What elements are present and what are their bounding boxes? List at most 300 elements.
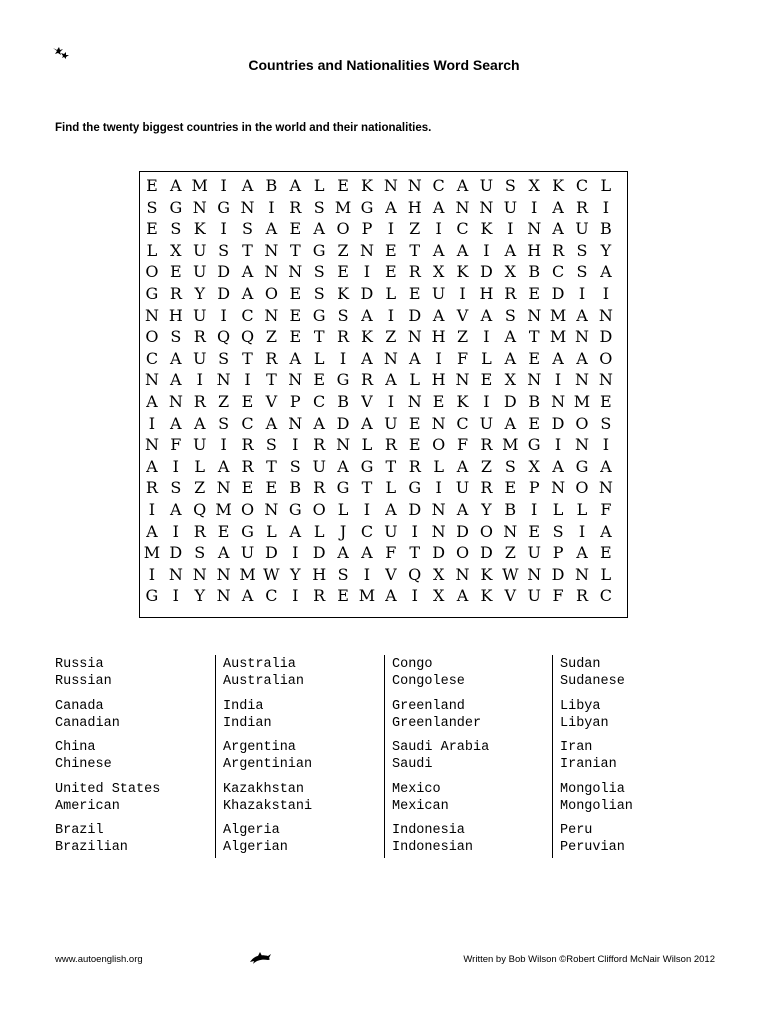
grid-letter: Y — [194, 284, 205, 303]
grid-letter: R — [313, 478, 326, 498]
grid-letter: A — [170, 176, 182, 195]
grid-letter: T — [409, 543, 421, 563]
grid-letter: S — [576, 240, 588, 260]
grid-letter: N — [359, 240, 374, 260]
grid-letter: A — [456, 500, 469, 519]
grid-letter: S — [170, 478, 182, 498]
grid-letter: R — [408, 262, 421, 282]
grid-letter: N — [527, 564, 542, 584]
grid-letter: G — [217, 197, 230, 217]
grid-letter: D — [456, 521, 469, 541]
country-name: Algeria — [223, 823, 280, 838]
grid-letter: R — [193, 327, 206, 347]
nationality-name: Canadian — [55, 715, 120, 731]
grid-letter: G — [312, 240, 326, 260]
grid-letter: A — [456, 240, 469, 260]
grid-letter: N — [288, 370, 303, 390]
grid-letter: U — [503, 197, 518, 217]
grid-letter: N — [407, 327, 422, 347]
grid-letter: V — [456, 305, 469, 325]
grid-letter: I — [435, 219, 442, 239]
grid-letter: O — [145, 327, 159, 347]
grid-letter: A — [504, 240, 517, 260]
grid-letter: D — [551, 284, 565, 303]
grid-letter: D — [432, 543, 446, 563]
grid-letter: U — [527, 586, 541, 606]
grid-letter: P — [528, 478, 540, 498]
grid-letter: I — [148, 413, 156, 433]
grid-letter: L — [385, 478, 397, 498]
grid-letter: I — [387, 219, 395, 239]
grid-letter: I — [483, 392, 490, 411]
grid-letter: N — [431, 521, 446, 541]
country-name: Canada — [55, 698, 104, 714]
grid-letter: I — [531, 197, 538, 217]
grid-letter: U — [527, 543, 541, 563]
grid-letter: I — [483, 240, 490, 260]
grid-letter: I — [196, 370, 203, 390]
grid-row — [140, 348, 618, 370]
grid-letter: Z — [409, 219, 421, 239]
grid-row — [140, 305, 618, 327]
grid-letter: N — [168, 392, 183, 411]
grid-letter: A — [265, 219, 278, 239]
grid-letter: R — [504, 284, 517, 303]
grid-letter: E — [241, 392, 254, 411]
grid-letter: N — [455, 370, 470, 390]
grid-letter: I — [220, 305, 227, 325]
grid-row — [140, 477, 618, 499]
grid-letter: S — [170, 219, 182, 239]
country-name: Saudi Arabia — [392, 740, 490, 755]
grid-letter: A — [289, 348, 302, 368]
grid-letter: X — [528, 176, 540, 195]
grid-letter: D — [480, 543, 493, 563]
grid-letter: S — [218, 413, 230, 433]
grid-letter: G — [145, 586, 159, 606]
grid-letter: G — [312, 305, 326, 325]
grid-letter: A — [432, 240, 445, 260]
grid-letter: X — [432, 564, 445, 584]
grid-letter: D — [408, 500, 422, 519]
country-name: Peru — [560, 823, 593, 838]
grid-letter: U — [312, 456, 326, 476]
word-list-entry — [560, 656, 625, 690]
grid-letter: A — [170, 413, 182, 433]
grid-letter: L — [146, 240, 158, 260]
country-name: United States — [55, 781, 161, 797]
grid-letter: N — [503, 521, 518, 541]
grid-letter: A — [552, 219, 564, 239]
grid-letter: A — [146, 521, 158, 541]
grid-letter: A — [313, 413, 325, 433]
grid-letter: K — [552, 176, 565, 195]
grid-letter: C — [360, 521, 374, 541]
grid-letter: A — [146, 456, 158, 476]
grid-letter: K — [193, 219, 206, 239]
grid-letter: N — [144, 370, 159, 390]
grid-letter: M — [549, 305, 567, 325]
grid-letter: F — [385, 543, 397, 563]
grid-letter: Q — [240, 327, 255, 347]
country-name: India — [223, 698, 264, 714]
grid-letter: F — [456, 348, 469, 368]
grid-letter: U — [192, 262, 207, 282]
grid-letter: E — [146, 176, 158, 195]
grid-letter: I — [554, 370, 562, 390]
grid-letter: E — [528, 413, 541, 433]
grid-letter: P — [552, 543, 564, 563]
grid-letter: S — [313, 262, 325, 282]
grid-row — [140, 521, 618, 543]
grid-letter: E — [289, 284, 302, 303]
grid-letter: S — [194, 543, 206, 563]
grid-letter: G — [360, 456, 374, 476]
grid-letter: H — [168, 305, 183, 325]
grid-letter: C — [456, 219, 469, 239]
grid-letter: S — [504, 456, 516, 476]
grid-letter: T — [313, 327, 325, 347]
grid-letter: W — [263, 564, 280, 584]
word-list-entry — [223, 698, 272, 732]
grid-letter: Y — [481, 500, 492, 519]
grid-letter: N — [168, 564, 183, 584]
grid-letter: M — [143, 543, 161, 563]
grid-letter: A — [241, 262, 254, 282]
grid-letter: L — [313, 176, 325, 195]
grid-letter: I — [292, 435, 299, 455]
grid-letter: O — [145, 262, 159, 282]
grid-letter: N — [551, 478, 566, 498]
grid-letter: N — [240, 197, 255, 217]
grid-letter: B — [289, 478, 302, 498]
grid-letter: E — [432, 392, 445, 411]
grid-letter: E — [600, 392, 612, 411]
nationality-name: Indonesian — [392, 840, 474, 855]
grid-letter: S — [265, 435, 277, 455]
grid-letter: E — [289, 219, 302, 239]
country-name: Russia — [55, 657, 104, 672]
grid-letter: A — [504, 413, 517, 433]
grid-letter: G — [241, 521, 254, 541]
country-name: Mexico — [392, 781, 441, 797]
grid-letter: A — [552, 456, 564, 476]
country-name: Iran — [560, 740, 593, 755]
grid-letter: E — [337, 586, 349, 606]
grid-letter: U — [192, 348, 207, 368]
country-name: Indonesia — [392, 823, 465, 838]
grid-letter: T — [409, 240, 421, 260]
grid-letter: S — [552, 521, 564, 541]
grid-letter: R — [360, 370, 373, 390]
grid-letter: F — [552, 586, 564, 606]
grid-letter: O — [336, 219, 350, 239]
grid-letter: E — [241, 478, 254, 498]
grid-row — [140, 197, 618, 219]
grid-letter: N — [216, 586, 231, 606]
grid-letter: R — [408, 456, 421, 476]
footer-credit: Written by Bob Wilson ©Robert Clifford McNair Wilson 2012 — [463, 954, 715, 965]
grid-letter: K — [360, 327, 373, 347]
grid-letter: M — [358, 586, 376, 606]
nationality-name: Peruvian — [560, 840, 625, 855]
grid-row — [140, 175, 618, 197]
grid-letter: Q — [193, 500, 207, 519]
grid-letter: S — [313, 197, 325, 217]
grid-letter: U — [192, 240, 207, 260]
grid-row — [140, 434, 618, 456]
grid-letter: S — [242, 219, 253, 239]
grid-letter: A — [600, 456, 612, 476]
grid-row — [140, 456, 618, 478]
grid-letter: E — [385, 240, 397, 260]
grid-letter: N — [407, 392, 422, 411]
grid-letter: E — [600, 543, 612, 563]
grid-letter: S — [600, 413, 612, 433]
grid-letter: N — [264, 262, 279, 282]
grid-letter: E — [146, 219, 158, 239]
grid-letter: F — [456, 435, 469, 455]
grid-letter: D — [312, 543, 326, 563]
grid-letter: I — [363, 564, 371, 584]
grid-letter: I — [531, 500, 538, 519]
grid-letter: E — [217, 521, 230, 541]
grid-letter: D — [551, 413, 565, 433]
grid-letter: L — [481, 348, 492, 368]
grid-letter: C — [551, 262, 565, 282]
grid-letter: I — [387, 392, 395, 411]
grid-letter: M — [334, 197, 352, 217]
grid-letter: A — [385, 370, 397, 390]
grid-letter: Z — [194, 478, 206, 498]
grid-letter: I — [339, 348, 347, 368]
grid-letter: N — [574, 370, 589, 390]
grid-letter: K — [337, 284, 350, 303]
grid-letter: Y — [290, 564, 301, 584]
grid-letter: A — [313, 219, 325, 239]
grid-row — [140, 542, 618, 564]
grid-letter: L — [600, 564, 612, 584]
grid-letter: I — [411, 586, 418, 606]
grid-letter: Q — [408, 564, 422, 584]
grid-letter: I — [172, 586, 179, 606]
grid-letter: A — [193, 413, 206, 433]
grid-row — [140, 326, 618, 348]
nationality-name: Saudi — [392, 757, 433, 772]
grid-letter: A — [504, 327, 517, 347]
grid-letter: N — [264, 240, 279, 260]
grid-letter: N — [431, 500, 446, 519]
grid-letter: E — [313, 370, 326, 390]
grid-letter: N — [574, 327, 589, 347]
word-list-entry — [560, 739, 617, 773]
nationality-name: Brazilian — [55, 840, 128, 855]
grid-letter: S — [289, 456, 301, 476]
grid-letter: N — [288, 262, 303, 282]
grid-letter: N — [431, 413, 446, 433]
country-name: Libya — [560, 698, 601, 714]
grid-letter: K — [480, 219, 493, 239]
grid-letter: M — [239, 564, 256, 584]
grid-letter: I — [292, 543, 299, 563]
grid-letter: I — [578, 284, 586, 303]
word-list-entry — [223, 739, 312, 773]
grid-letter: G — [527, 435, 541, 455]
nationality-name: Congolese — [392, 674, 465, 689]
grid-letter: H — [431, 327, 446, 347]
grid-letter: N — [407, 176, 422, 195]
country-name: Congo — [392, 657, 433, 672]
word-list-entry — [560, 698, 609, 732]
nationality-name: Khazakstani — [223, 798, 313, 814]
grid-letter: I — [602, 284, 610, 303]
grid-letter: A — [146, 392, 158, 411]
grid-letter: R — [575, 586, 588, 606]
grid-letter: A — [456, 586, 469, 606]
grid-letter: L — [409, 370, 421, 390]
grid-letter: L — [266, 521, 277, 541]
grid-letter: T — [266, 370, 277, 390]
grid-letter: O — [455, 543, 470, 563]
country-name: Australia — [223, 657, 296, 672]
country-name: Kazakhstan — [223, 781, 305, 797]
nationality-name: Algerian — [223, 840, 288, 855]
word-list-entry — [223, 822, 288, 856]
grid-letter: N — [192, 197, 207, 217]
grid-letter: C — [575, 176, 589, 195]
grid-letter: Z — [504, 543, 516, 563]
grid-letter: G — [169, 197, 183, 217]
grid-letter: W — [502, 564, 519, 584]
grid-letter: N — [383, 176, 398, 195]
grid-letter: A — [337, 543, 349, 563]
grid-letter: G — [145, 284, 159, 303]
dolphin-logo-icon — [248, 950, 272, 966]
grid-letter: J — [339, 521, 347, 541]
grid-letter: A — [361, 305, 373, 325]
grid-letter: Y — [600, 240, 612, 260]
grid-letter: O — [432, 435, 446, 455]
word-list-entry — [223, 656, 304, 690]
grid-letter: N — [264, 305, 279, 325]
grid-letter: N — [574, 435, 589, 455]
country-name: Sudan — [560, 657, 601, 672]
grid-letter: O — [575, 478, 589, 498]
grid-letter: R — [289, 197, 302, 217]
grid-letter: Z — [480, 456, 492, 476]
grid-letter: D — [408, 305, 422, 325]
grid-letter: A — [265, 413, 278, 433]
grid-row — [140, 261, 618, 283]
grid-letter: F — [600, 500, 612, 519]
word-list-entry — [560, 781, 633, 815]
grid-letter: D — [217, 284, 231, 303]
grid-letter: C — [265, 586, 278, 606]
grid-letter: R — [552, 240, 565, 260]
grid-letter: N — [383, 348, 398, 368]
grid-letter: V — [265, 392, 278, 411]
grid-row — [140, 499, 618, 521]
grid-letter: R — [337, 327, 350, 347]
grid-letter: N — [144, 435, 159, 455]
grid-letter: I — [602, 435, 610, 455]
nationality-name: Sudanese — [560, 674, 625, 689]
grid-letter: I — [148, 564, 156, 584]
grid-letter: N — [598, 305, 613, 325]
grid-letter: N — [574, 564, 589, 584]
word-list-entry — [392, 739, 489, 773]
grid-letter: A — [600, 521, 612, 541]
grid-letter: N — [551, 392, 566, 411]
grid-letter: A — [576, 543, 588, 563]
grid-letter: E — [169, 262, 182, 282]
grid-letter: R — [384, 435, 397, 455]
grid-letter: D — [217, 262, 231, 282]
nationality-name: Australian — [223, 674, 305, 689]
grid-letter: E — [265, 478, 278, 498]
word-list-column-2 — [215, 655, 382, 858]
grid-letter: I — [387, 305, 395, 325]
grid-letter: U — [479, 176, 494, 195]
grid-letter: D — [169, 543, 183, 563]
grid-row — [140, 585, 618, 607]
grid-letter: I — [602, 197, 610, 217]
country-name: Argentina — [223, 740, 296, 755]
grid-letter: A — [552, 197, 564, 217]
grid-letter: L — [361, 435, 373, 455]
grid-letter: I — [578, 521, 586, 541]
grid-letter: I — [411, 521, 418, 541]
grid-letter: C — [432, 176, 445, 195]
grid-letter: E — [408, 435, 421, 455]
grid-letter: A — [504, 348, 517, 368]
grid-letter: R — [313, 435, 326, 455]
grid-letter: I — [268, 197, 275, 217]
grid-letter: N — [216, 478, 231, 498]
grid-letter: R — [480, 478, 493, 498]
grid-letter: O — [312, 500, 326, 519]
grid-letter: I — [554, 435, 562, 455]
grid-letter: G — [288, 500, 302, 519]
grid-letter: A — [170, 348, 182, 368]
grid-letter: D — [503, 392, 517, 411]
grid-letter: X — [432, 262, 445, 282]
grid-letter: T — [242, 348, 253, 368]
grid-letter: S — [504, 176, 516, 195]
grid-letter: E — [528, 284, 541, 303]
grid-letter: E — [385, 262, 397, 282]
grid-letter: G — [408, 478, 422, 498]
grid-letter: D — [264, 543, 278, 563]
grid-letter: P — [289, 392, 301, 411]
grid-letter: A — [241, 176, 254, 195]
grid-letter: A — [456, 176, 469, 195]
nationality-name: Indian — [223, 715, 272, 731]
grid-letter: N — [144, 305, 159, 325]
grid-letter: C — [241, 305, 254, 325]
grid-letter: Z — [456, 327, 469, 347]
grid-letter: T — [361, 478, 373, 498]
grid-letter: R — [241, 456, 254, 476]
word-list-entry — [55, 656, 112, 690]
grid-letter: X — [170, 240, 182, 260]
grid-letter: E — [408, 413, 421, 433]
grid-letter: E — [289, 327, 302, 347]
grid-letter: I — [172, 456, 179, 476]
grid-letter: L — [337, 500, 349, 519]
grid-letter: T — [528, 327, 540, 347]
grid-letter: A — [241, 586, 254, 606]
